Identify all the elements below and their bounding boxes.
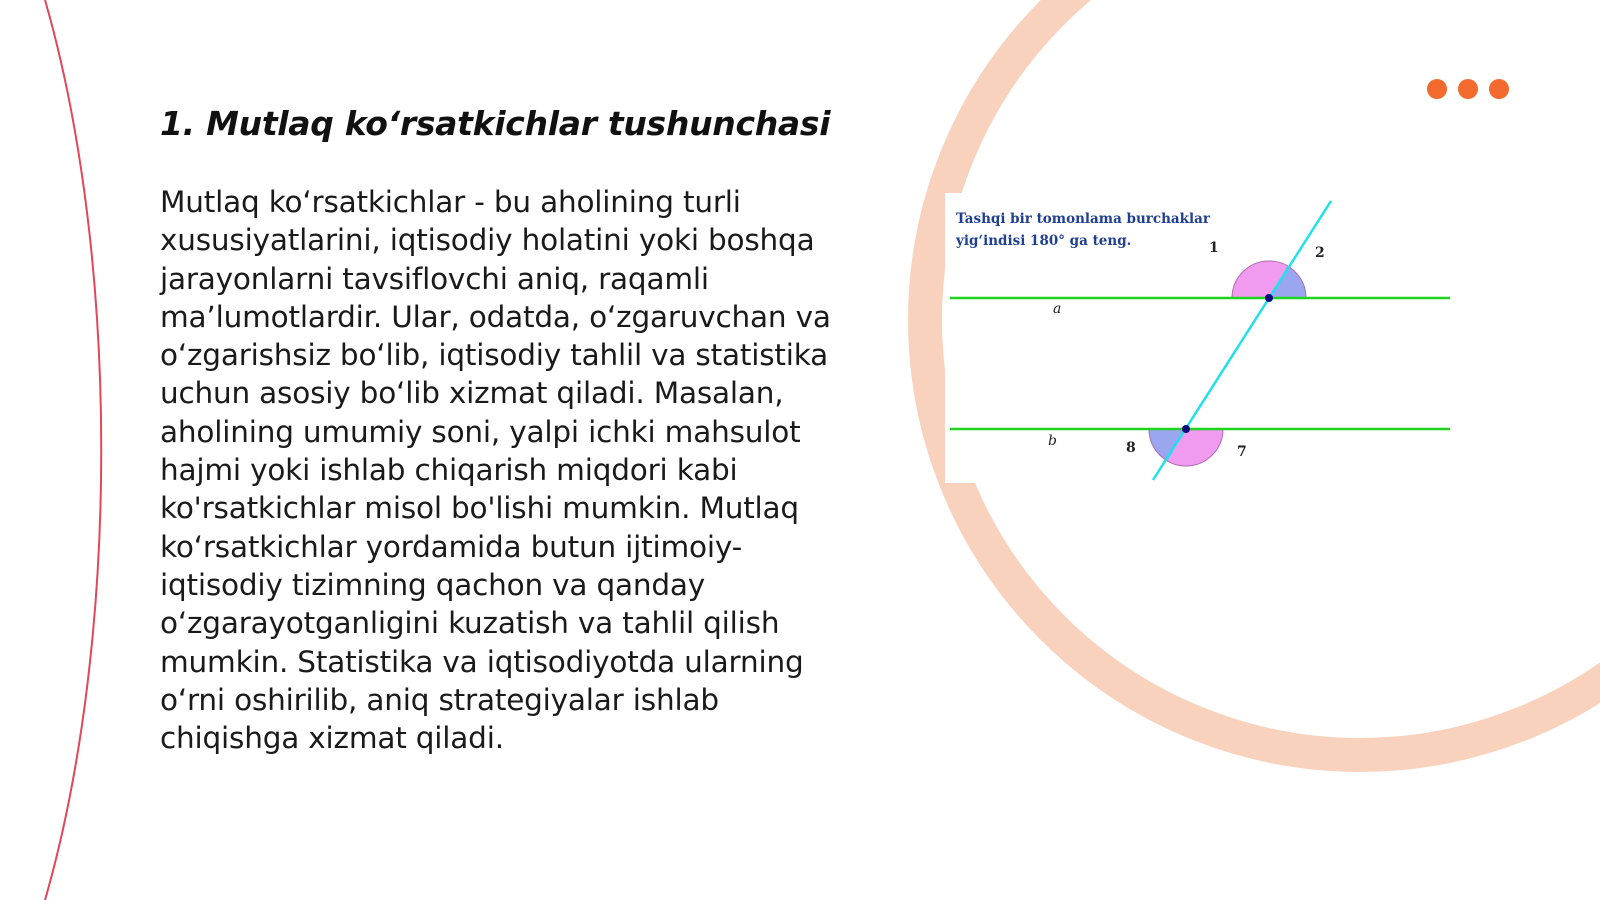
menu-dots-icon <box>1427 79 1509 99</box>
dot <box>1489 79 1509 99</box>
angle-label-1: 1 <box>1209 240 1219 256</box>
line-label-a: a <box>1053 301 1062 317</box>
angle-label-7: 7 <box>1237 444 1247 460</box>
angle-label-2: 2 <box>1315 245 1325 261</box>
slide-title: 1. Mutlaq ko‘rsatkichlar tushunchasi <box>160 104 831 143</box>
dot <box>1458 79 1478 99</box>
left-red-curve <box>45 0 101 900</box>
intersection-point-upper <box>1265 294 1273 302</box>
figure-caption-line2: yig‘indisi 180° ga teng. <box>956 233 1132 249</box>
geometry-figure <box>945 193 1455 483</box>
angle-label-8: 8 <box>1126 440 1136 456</box>
dot <box>1427 79 1447 99</box>
line-label-b: b <box>1048 433 1057 449</box>
body-paragraph: Mutlaq ko‘rsatkichlar - bu aholining turli xususiyatlarini, iqtisodiy holatini yoki boshqa jarayonlarni tavsiflovchi aniq, raqamli ma’lumotlardir. Ular, odatda, o‘zgaruvchan va o‘zgarishsiz bo‘lib, iqtisodiy tahlil va statistika uchun asosiy bo‘lib xizmat qiladi. Masalan, aholining umumiy soni, yalpi ichki mahsulot hajmi yoki ishlab chiqarish miqdori kabi ko'rsatkichlar misol bo'lishi mumkin. Mutlaq ko‘rsatkichlar yordamida butun ijtimoiy-iqtisodiy tizimning qachon va qanday o‘zgarayotganligini kuzatish va tahlil qilish mumkin. Statistika va iqtisodiyotda ularning o‘rni oshirilib, aniq strategiyalar ishlab chiqishga xizmat qiladi. <box>160 185 831 756</box>
figure-caption <box>956 208 1210 252</box>
intersection-point-lower <box>1182 425 1190 433</box>
figure-caption-line1: Tashqi bir tomonlama burchaklar <box>956 211 1211 227</box>
